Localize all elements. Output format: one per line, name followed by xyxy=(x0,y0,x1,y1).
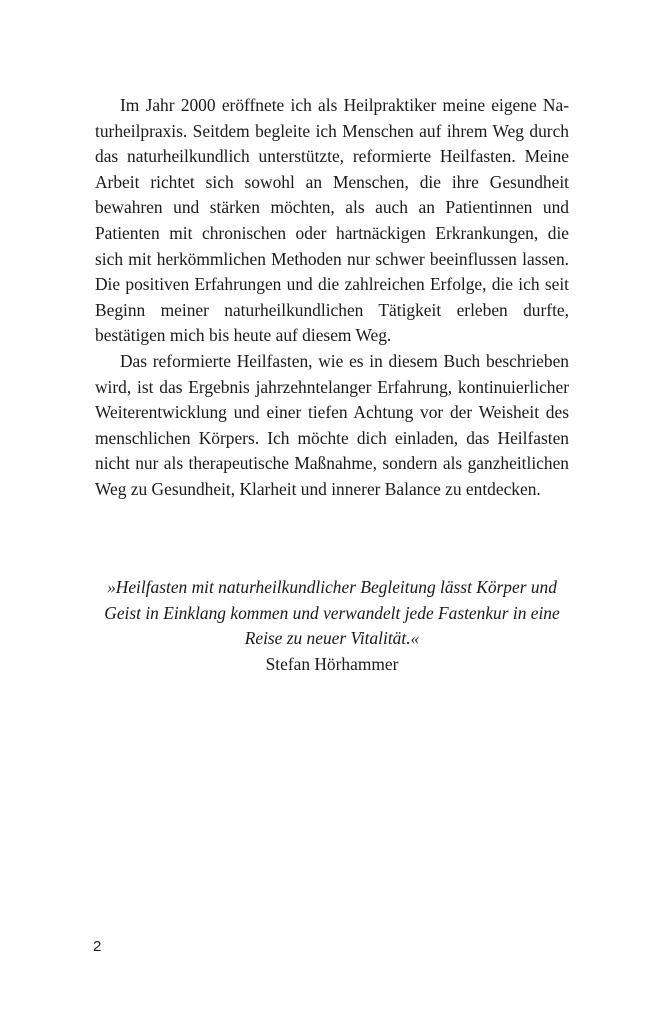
body-text xyxy=(95,93,569,503)
quote-block xyxy=(95,575,569,677)
quote-author: Stefan Hörhammer xyxy=(265,653,399,674)
quote-text: »Heilfasten mit naturheilkundlicher Begleitung lässt Körper und Geist in Einklang kommen und verwandelt jede Fastenkur in eine Reise zu neuer Vitalität.« xyxy=(104,577,560,649)
paragraph-2: Das reformierte Heilfasten, wie es in diesem Buch beschrieben wird, ist das Ergebnis jahrzehntelanger Erfahrung, kontinuierlicher Weiterentwicklung und einer tiefen Achtung vor der Weisheit des menschlichen Körpers. Ich möchte dich einladen, das Heilfasten nicht nur als therapeutische Maßnahme, sondern als ganzheitlichen Weg zu Gesundheit, Klarheit und innerer Balance zu entdecken. xyxy=(95,350,569,499)
paragraph-1: Im Jahr 2000 eröffnete ich als Heilpraktiker meine eigene Naturheilpraxis. Seitdem begleite ich Menschen auf ihrem Weg durch das naturheilkundlich unterstützte, reformierte Heilfasten. Meine Arbeit richtet sich sowohl an Menschen, die ihre Gesundheit bewahren und stärken möchten, als auch an Patientinnen und Patienten mit chronischen oder hartnäckigen Erkrankungen, die sich mit herkömmlichen Methoden nur schwer beeinflussen lassen. Die positiven Erfahrungen und die zahlreichen Erfolge, die ich seit Beginn meiner naturheilkundlichen Tätigkeit erleben durfte, bestätigen mich bis heute auf diesem Weg. xyxy=(95,95,569,346)
page-number: 2 xyxy=(93,938,102,955)
